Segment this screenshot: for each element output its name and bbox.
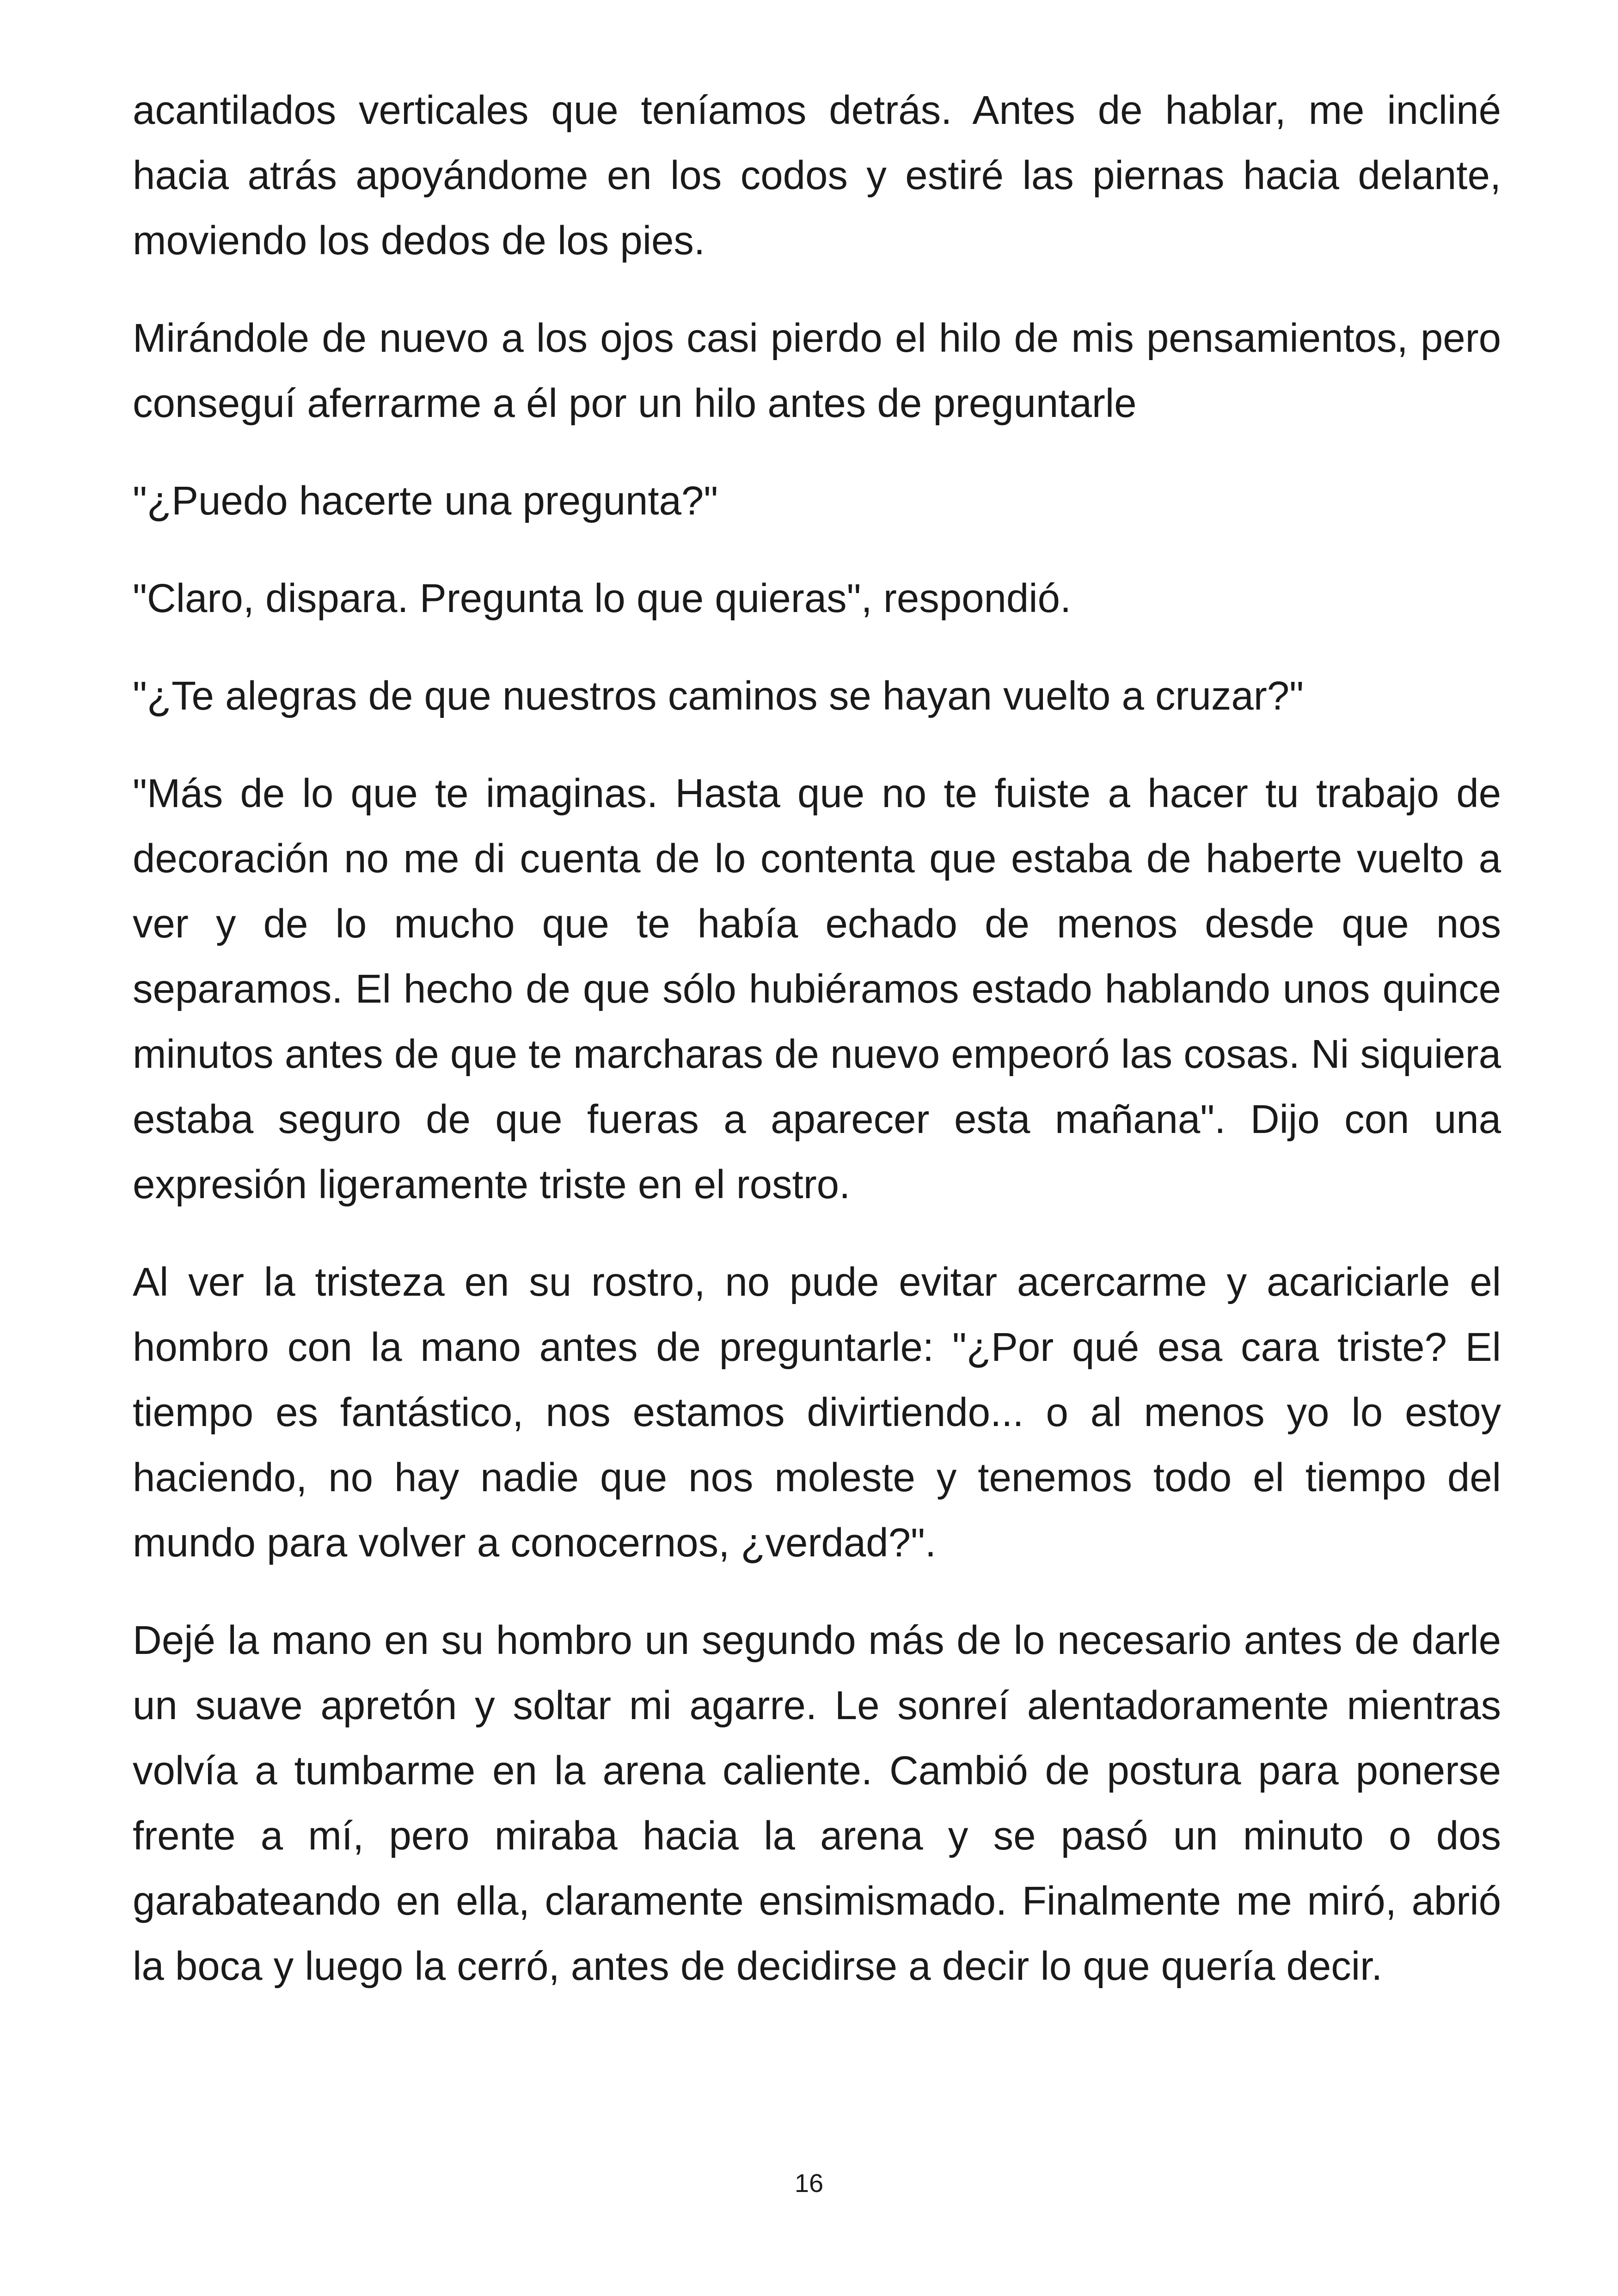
paragraph: Dejé la mano en su hombro un segundo más de lo necesario antes de darle un suave apretón y soltar mi agarre. Le sonreí alentadoramente mientras volvía a tumbarme en la arena caliente. Cambió de postura para ponerse frente a mí, pero miraba hacia la arena y se pasó un minuto o dos garabateando en ella, claramente ensimismado. Finalmente me miró, abrió la boca y luego la cerró, antes de decidirse a decir lo que quería decir.	[133, 1618, 1501, 1989]
paragraph: "Más de lo que te imaginas. Hasta que no te fuiste a hacer tu trabajo de decoración no me di cuenta de lo contenta que estaba de haberte vuelto a ver y de lo mucho que te había echado de menos desde que nos separamos. El hecho de que sólo hubiéramos estado hablando unos quince minutos antes de que te marcharas de nuevo empeoró las cosas. Ni siquiera estaba seguro de que fueras a aparecer esta mañana". Dijo con una expresión ligeramente triste en el rostro.	[133, 771, 1501, 1207]
paragraph: "Claro, dispara. Pregunta lo que quieras", respondió.	[133, 576, 1072, 621]
page-number: 16	[794, 2168, 824, 2198]
paragraph: Mirándole de nuevo a los ojos casi pierdo el hilo de mis pensamientos, pero conseguí aferrarme a él por un hilo antes de preguntarle	[133, 316, 1501, 426]
paragraph: Al ver la tristeza en su rostro, no pude evitar acercarme y acariciarle el hombro con la mano antes de preguntarle: "¿Por qué esa cara triste? El tiempo es fantástico, nos estamos divirtiendo... o al menos yo lo estoy haciendo, no hay nadie que nos moleste y tenemos todo el tiempo del mundo para volver a conocernos, ¿verdad?".	[133, 1260, 1501, 1565]
paragraph: "¿Te alegras de que nuestros caminos se hayan vuelto a cruzar?"	[133, 673, 1304, 718]
body-text	[133, 78, 1501, 2031]
paragraph: acantilados verticales que teníamos detrás. Antes de hablar, me incliné hacia atrás apoyándome en los codos y estiré las piernas hacia delante, moviendo los dedos de los pies.	[133, 88, 1501, 263]
paragraph: "¿Puedo hacerte una pregunta?"	[133, 478, 718, 523]
